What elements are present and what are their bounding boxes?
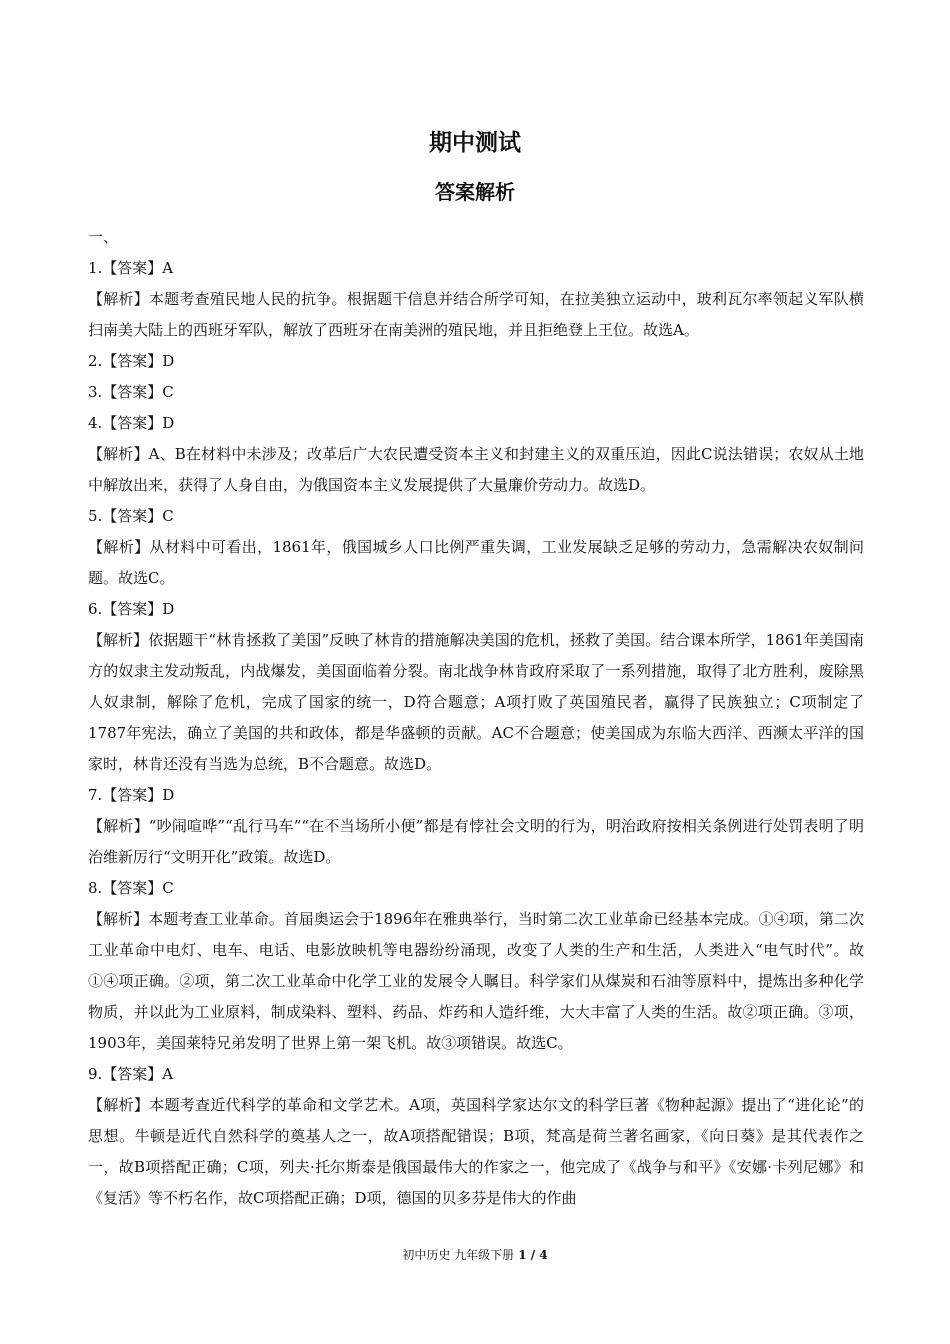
footer-text: 初中历史 九年级下册 (402, 1248, 515, 1262)
analysis-paragraph: 【解析】本题考查工业革命。首届奥运会于1896年在雅典举行，当时第二次工业革命已经基本完成。①④项，第二次工业革命中电灯、电车、电话、电影放映机等电器纷纷涌现，改变了人类的生产和生活，人类进入“电气时代”。故①④项正确。②项，第二次工业革命中化学工业的发展令人瞩目。科学家们从煤炭和石油等原料中，提炼出多种化学物质，并以此为工业原料，制成染料、塑料、药品、炸药和人造纤维，大大丰富了人类的生活。故②项正确。③项，1903年，美国莱特兄弟发明了世界上第一架飞机。故③项错误。故选C。 (88, 910, 864, 1052)
page-title: 期中测试 (429, 130, 521, 156)
answer-line: 5.【答案】C (88, 507, 174, 525)
answer-line: 2.【答案】D (88, 352, 175, 370)
page-number: 1 / 4 (518, 1248, 548, 1262)
analysis-paragraph: 【解析】依据题干“林肯拯救了美国”反映了林肯的措施解决美国的危机，拯救了美国。结合课本所学，1861年美国南方的奴隶主发动叛乱，内战爆发，美国面临着分裂。南北战争林肯政府采取了一系列措施，取得了北方胜利，废除黑人奴隶制，解除了危机，完成了国家的统一，D符合题意；A项打败了英国殖民者，赢得了民族独立；C项制定了1787年宪法，确立了美国的共和政体，都是华盛顿的贡献。AC不合题意；使美国成为东临大西洋、西濒太平洋的国家时，林肯还没有当选为总统，B不合题意。故选D。 (88, 631, 864, 773)
answer-list (88, 222, 864, 1214)
answer-line: 1.【答案】A (88, 259, 174, 277)
answer-line: 6.【答案】D (88, 600, 175, 618)
page-subtitle: 答案解析 (435, 180, 515, 204)
answer-line: 4.【答案】D (88, 414, 175, 432)
analysis-paragraph: 【解析】本题考查近代科学的革命和文学艺术。A项，英国科学家达尔文的科学巨著《物种起源》提出了“进化论”的思想。牛顿是近代自然科学的奠基人之一，故A项搭配错误；B项，梵高是荷兰著名画家，《向日葵》是其代表作之一，故B项搭配正确；C项，列夫·托尔斯泰是俄国最伟大的作家之一，他完成了《战争与和平》《安娜·卡列尼娜》和《复活》等不朽名作，故C项搭配正确；D项，德国的贝多芬是伟大的作曲 (88, 1096, 864, 1207)
page-footer (0, 1246, 950, 1263)
analysis-paragraph: 【解析】从材料中可看出，1861年，俄国城乡人口比例严重失调，工业发展缺乏足够的劳动力，急需解决农奴制问题。故选C。 (88, 538, 864, 587)
analysis-paragraph: 【解析】本题考查殖民地人民的抗争。根据题干信息并结合所学可知，在拉美独立运动中，玻利瓦尔率领起义军队横扫南美大陆上的西班牙军队，解放了西班牙在南美洲的殖民地，并且拒绝登上王位。故选A。 (88, 290, 864, 339)
section-heading: 一、 (88, 228, 119, 246)
answer-line: 8.【答案】C (88, 879, 174, 897)
answer-line: 3.【答案】C (88, 383, 174, 401)
analysis-paragraph: 【解析】A、B在材料中未涉及；改革后广大农民遭受资本主义和封建主义的双重压迫，因此C说法错误；农奴从土地中解放出来，获得了人身自由，为俄国资本主义发展提供了大量廉价劳动力。故选D。 (88, 445, 864, 494)
answer-line: 9.【答案】A (88, 1065, 174, 1083)
analysis-paragraph: 【解析】“吵闹喧哗”“乱行马车”“在不当场所小便”都是有悖社会文明的行为，明治政府按相关条例进行处罚表明了明治维新厉行“文明开化”政策。故选D。 (88, 817, 864, 866)
answer-line: 7.【答案】D (88, 786, 175, 804)
